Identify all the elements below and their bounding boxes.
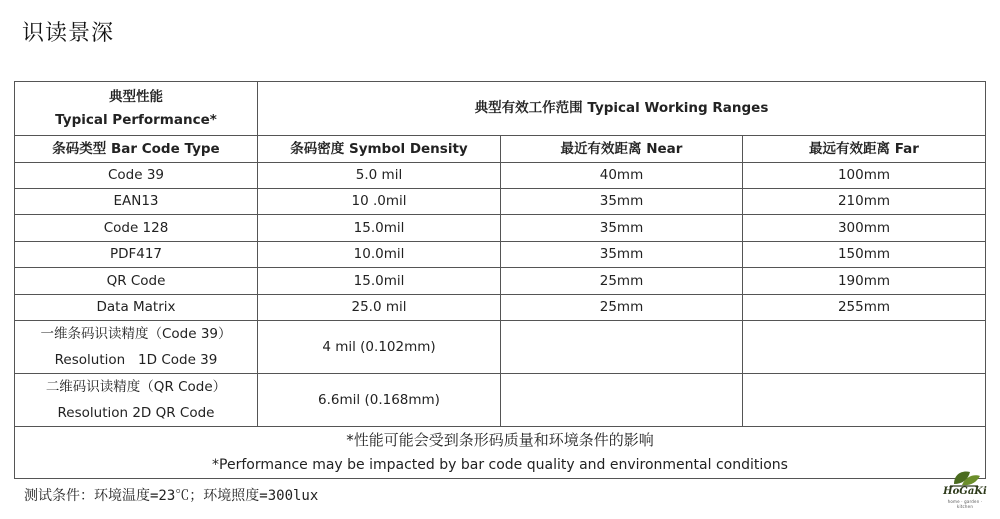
performance-note <box>15 427 986 479</box>
cell-far: 100mm <box>743 163 986 189</box>
cell-density: 5.0 mil <box>258 163 501 189</box>
cell-type: Data Matrix <box>15 295 258 321</box>
cell-type: Code 39 <box>15 163 258 189</box>
cell-density: 10 .0mil <box>258 189 501 215</box>
typical-performance-en: Typical Performance* <box>55 111 217 128</box>
cell-type: QR Code <box>15 268 258 295</box>
resolution-row-1d <box>15 321 986 374</box>
cell-far: 300mm <box>743 215 986 242</box>
cell-far: 210mm <box>743 189 986 215</box>
empty-cell <box>501 321 743 374</box>
cell-type: Code 128 <box>15 215 258 242</box>
cell-near: 35mm <box>501 242 743 268</box>
table-row <box>15 242 986 268</box>
header-row-2 <box>15 136 986 163</box>
cell-density: 15.0mil <box>258 215 501 242</box>
typical-performance-cn: 典型性能 <box>109 88 163 105</box>
cell-far: 150mm <box>743 242 986 268</box>
table-row <box>15 215 986 242</box>
cell-near: 25mm <box>501 295 743 321</box>
header-row-1 <box>15 82 986 136</box>
note-en: *Performance may be impacted by bar code quality and environmental conditions <box>212 456 788 473</box>
cell-density: 10.0mil <box>258 242 501 268</box>
resolution-1d-label <box>15 321 258 374</box>
cell-far: 190mm <box>743 268 986 295</box>
typical-performance-cell <box>15 82 258 136</box>
empty-cell <box>743 374 986 427</box>
test-conditions: 测试条件：环境温度=23℃；环境照度=300lux <box>24 488 319 504</box>
cell-near: 35mm <box>501 189 743 215</box>
resolution-2d-label-cn: 二维码识读精度（QR Code） <box>45 379 227 395</box>
resolution-1d-label-en: Resolution 1D Code 39 <box>54 352 218 368</box>
resolution-1d-label-cn: 一维条码识读精度（Code 39） <box>40 326 232 342</box>
resolution-2d-label <box>15 374 258 427</box>
empty-cell <box>743 321 986 374</box>
col-near: 最近有效距离 Near <box>501 136 743 163</box>
cell-near: 40mm <box>501 163 743 189</box>
cell-near: 25mm <box>501 268 743 295</box>
cell-type: PDF417 <box>15 242 258 268</box>
working-ranges-header: 典型有效工作范围 Typical Working Ranges <box>258 82 986 136</box>
col-symbol-density: 条码密度 Symbol Density <box>258 136 501 163</box>
cell-type: EAN13 <box>15 189 258 215</box>
cell-near: 35mm <box>501 215 743 242</box>
leaf-icon <box>940 466 990 488</box>
col-barcode-type: 条码类型 Bar Code Type <box>15 136 258 163</box>
table-row <box>15 163 986 189</box>
col-far: 最远有效距离 Far <box>743 136 986 163</box>
brand-logo <box>940 466 990 510</box>
resolution-2d-value: 6.6mil (0.168mm) <box>258 374 501 427</box>
note-row <box>15 427 986 479</box>
performance-table <box>14 81 986 479</box>
cell-density: 25.0 mil <box>258 295 501 321</box>
resolution-row-2d <box>15 374 986 427</box>
empty-cell <box>501 374 743 427</box>
resolution-2d-label-en: Resolution 2D QR Code <box>57 405 215 421</box>
resolution-1d-value: 4 mil (0.102mm) <box>258 321 501 374</box>
page-title: 识读景深 <box>22 21 115 46</box>
logo-tagline: home · garden · kitchen <box>947 499 983 509</box>
table-row <box>15 295 986 321</box>
table-row <box>15 268 986 295</box>
logo-name: HoGaKi <box>943 486 987 497</box>
cell-density: 15.0mil <box>258 268 501 295</box>
cell-far: 255mm <box>743 295 986 321</box>
table-row <box>15 189 986 215</box>
note-cn: *性能可能会受到条形码质量和环境条件的影响 <box>346 430 654 449</box>
